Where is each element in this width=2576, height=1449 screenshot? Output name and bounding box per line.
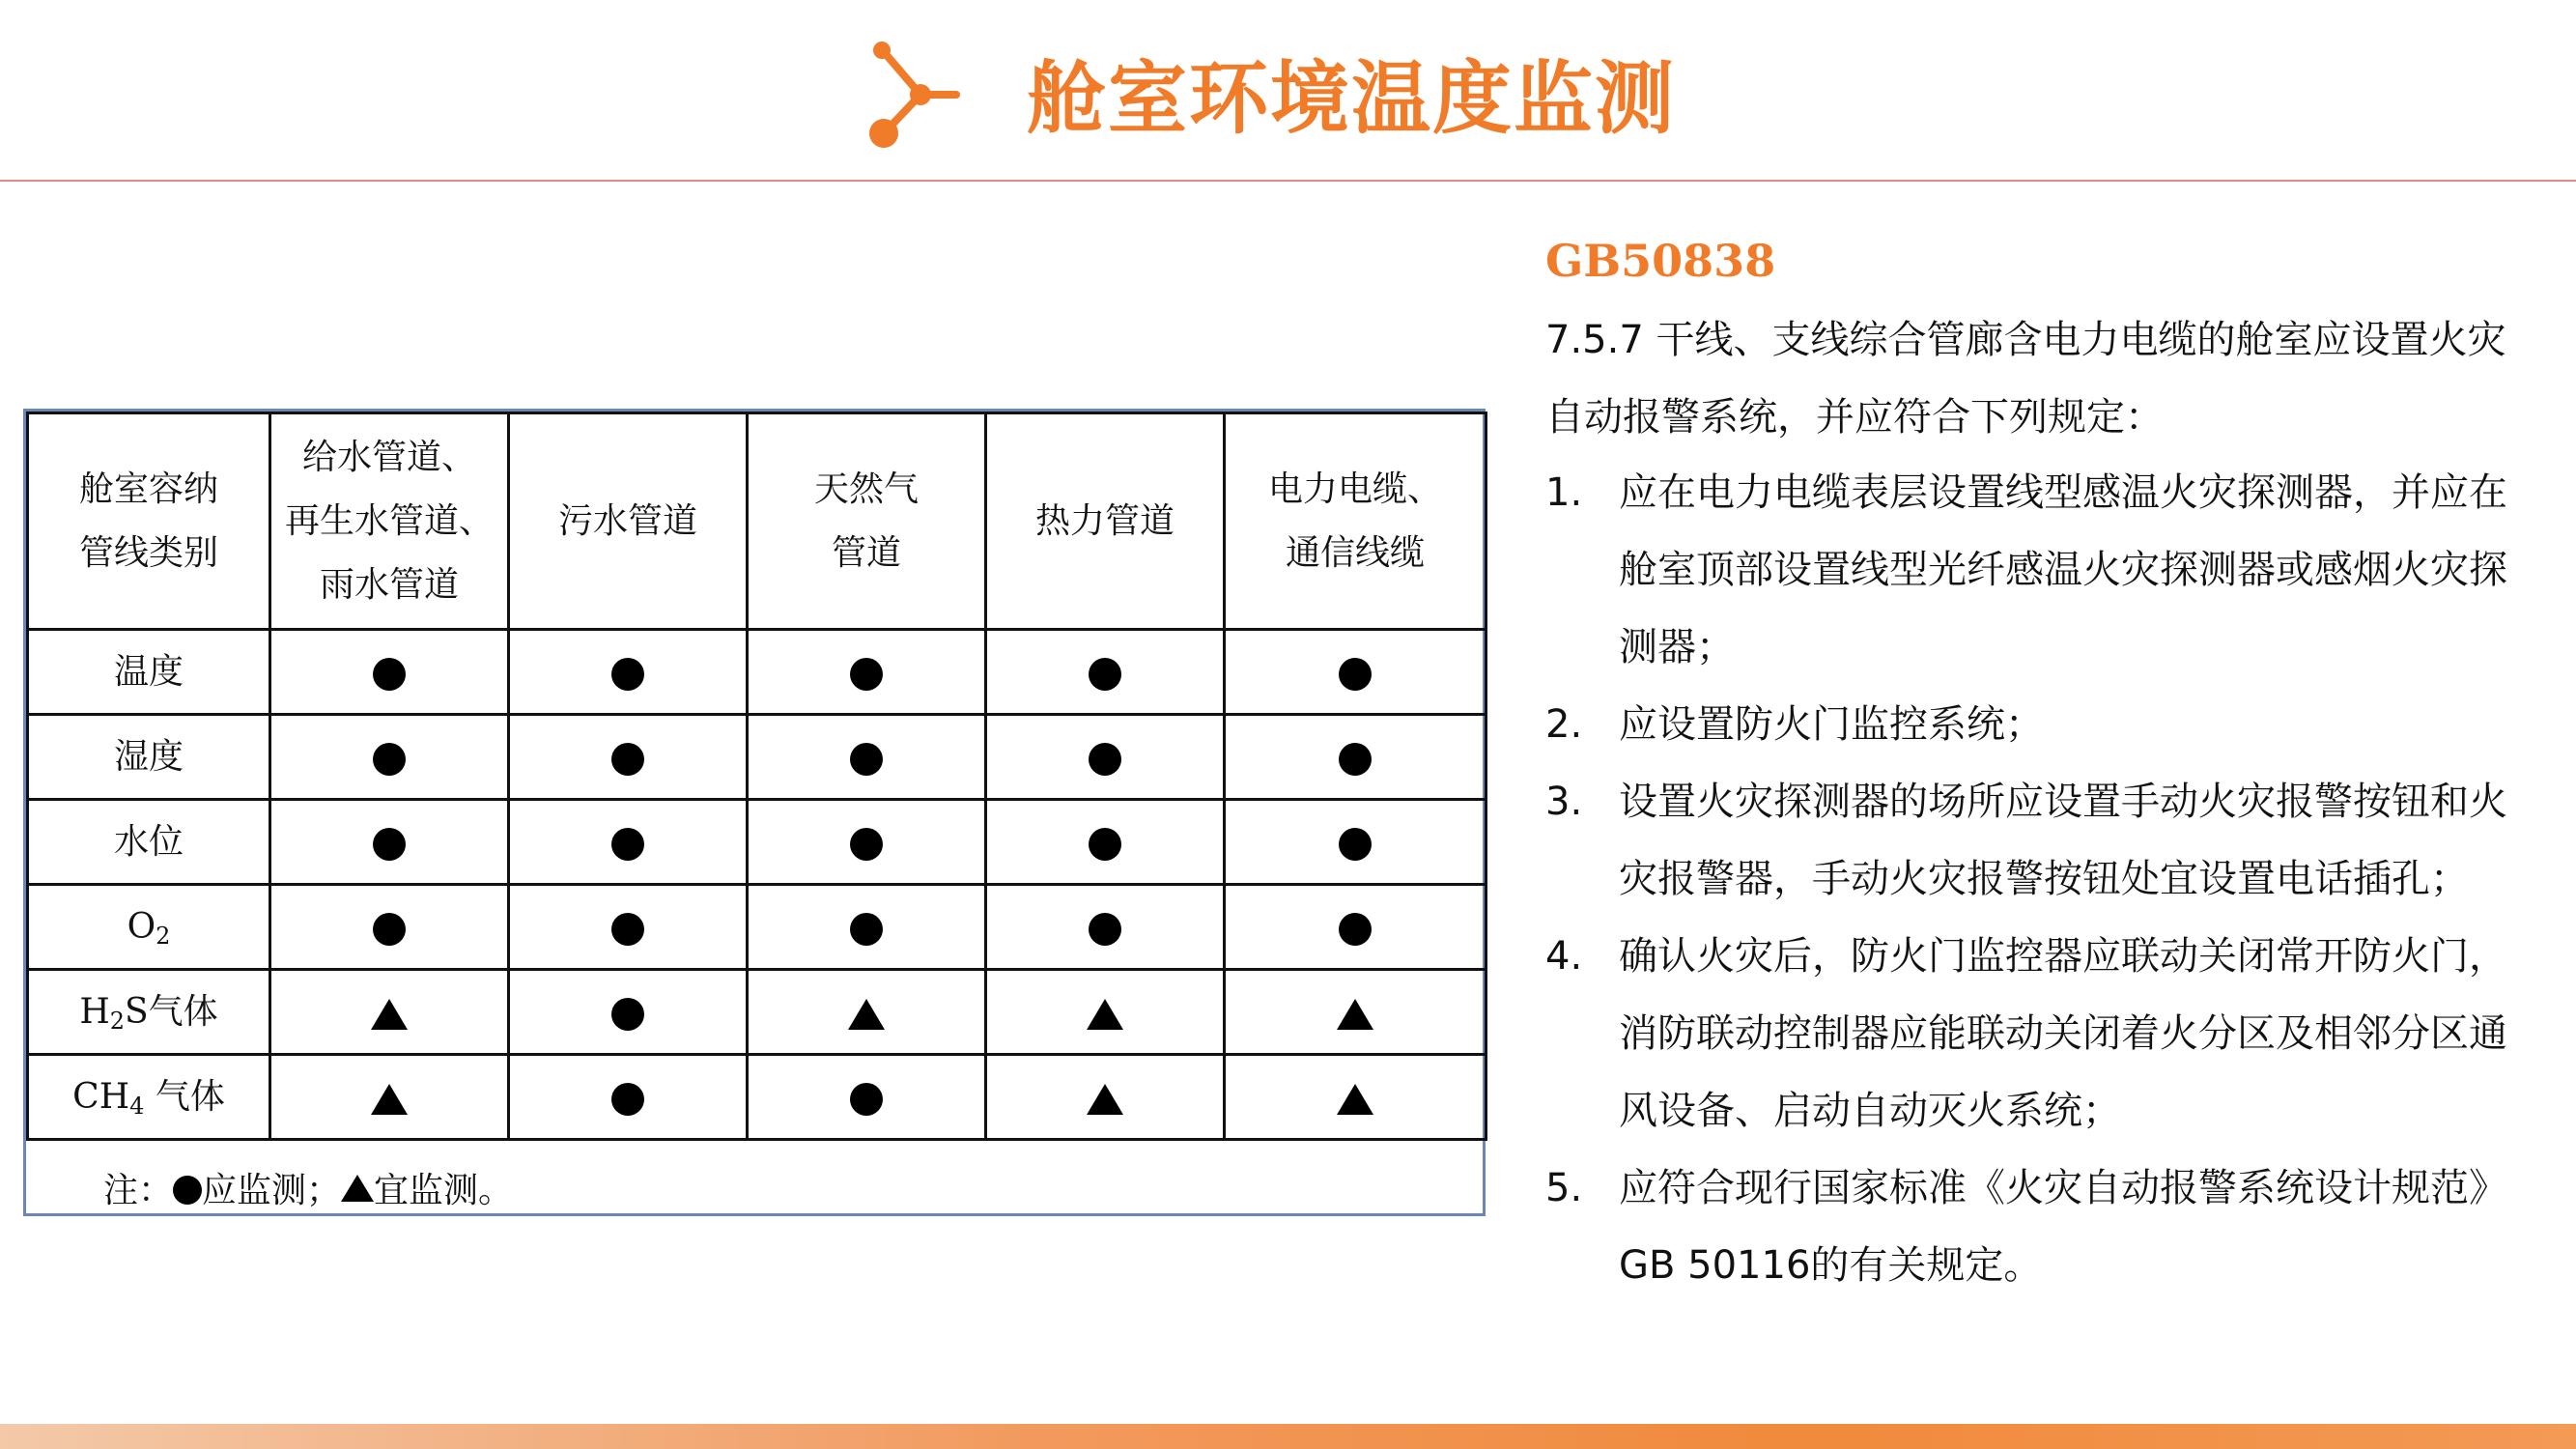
column-header: 天然气 管道 [748,413,986,630]
triangle-mark-icon [1087,1084,1123,1115]
dot-mark-icon [1089,828,1121,861]
list-item [1545,763,2521,918]
dot-mark-icon [373,658,406,691]
list-text: 设置火灾探测器的场所应设置手动火灾报警按钮和火灾报警器，手动火灾报警按钮处宜设置电话插孔； [1619,780,2507,901]
table-cell [1225,1055,1486,1140]
table-cell [986,1055,1225,1140]
list-text: 应在电力电缆表层设置线型感温火灾探测器，并应在舱室顶部设置线型光纤感温火灾探测器或感烟火灾探测器； [1619,470,2507,669]
dot-mark-icon [373,743,406,776]
table-cell [509,800,748,885]
table-header-row [28,413,1486,630]
list-item [1545,918,2521,1150]
dot-mark-icon [373,828,406,861]
footer-bar [0,1424,2576,1449]
table-row [28,715,1486,800]
table-cell [1225,715,1486,800]
table-cell [748,1055,986,1140]
row-label: $O_2$ [28,885,270,970]
dot-mark-icon [611,658,644,691]
standard-intro: 7.5.7 干线、支线综合管廊含电力电缆的舱室应设置火灾自动报警系统，并应符合下列规定： [1545,318,2506,440]
dot-mark-icon [611,743,644,776]
dot-mark-icon [850,743,883,776]
list-item [1545,686,2521,763]
dot-mark-icon [611,828,644,861]
dot-mark-icon [1339,913,1372,946]
dot-mark-icon [611,1083,644,1116]
list-number: 5. [1545,1166,1583,1210]
dot-mark-icon [1089,913,1121,946]
table-cell [986,885,1225,970]
table-cell [509,630,748,715]
table-row [28,800,1486,885]
triangle-mark-icon [1337,999,1373,1030]
dot-legend-icon [173,1176,202,1205]
table-row [28,1055,1486,1140]
list-number: 3. [1545,780,1583,824]
dot-mark-icon [1339,828,1372,861]
table-cell [986,800,1225,885]
triangle-mark-icon [848,999,885,1030]
list-number: 1. [1545,470,1583,515]
table-cell [509,715,748,800]
dot-mark-icon [1339,743,1372,776]
column-header: 热力管道 [986,413,1225,630]
table-cell [270,715,509,800]
table-cell [748,715,986,800]
list-item [1545,454,2521,686]
list-number: 2. [1545,702,1583,747]
table-cell [270,1055,509,1140]
table-cell [509,1055,748,1140]
table-cell [270,885,509,970]
table-cell [509,885,748,970]
list-text: 应符合现行国家标准《火灾自动报警系统设计规范》GB 50116的有关规定。 [1619,1166,2507,1288]
row-label: 湿度 [28,715,270,800]
monitoring-table [26,412,1487,1141]
table-cell [1225,970,1486,1055]
table-cell [986,715,1225,800]
header-divider [0,180,2576,182]
row-label: $CH_4$ 气体 [28,1055,270,1140]
standard-title: GB50838 [1545,235,1776,287]
dot-mark-icon [611,998,644,1031]
page-title: 舱室环境温度监测 [1027,53,1677,145]
table-cell [509,970,748,1055]
dot-mark-icon [1089,743,1121,776]
table-cell [748,970,986,1055]
list-number: 4. [1545,934,1583,979]
table-cell [1225,885,1486,970]
table-cell [748,630,986,715]
row-label: $H_2S$气体 [28,970,270,1055]
dot-mark-icon [373,913,406,946]
table-cell [1225,800,1486,885]
triangle-mark-icon [1087,999,1123,1030]
list-text: 应设置防火门监控系统； [1619,702,2044,747]
table-cell [986,630,1225,715]
table-cell [270,800,509,885]
table-row [28,970,1486,1055]
triangle-mark-icon [371,1084,408,1115]
table-cell [986,970,1225,1055]
dot-mark-icon [850,913,883,946]
dot-mark-icon [850,828,883,861]
list-item [1545,1150,2521,1304]
dot-mark-icon [850,658,883,691]
table-row [28,885,1486,970]
share-nodes-icon [864,39,971,150]
table-cell [748,800,986,885]
table-cell [270,630,509,715]
triangle-mark-icon [371,999,408,1030]
triangle-legend-icon [341,1175,374,1202]
dot-mark-icon [611,913,644,946]
dot-mark-icon [850,1083,883,1116]
table-row [28,630,1486,715]
table-cell [748,885,986,970]
column-header: 电力电缆、 通信线缆 [1225,413,1486,630]
column-header: 污水管道 [509,413,748,630]
row-label: 温度 [28,630,270,715]
table-cell [270,970,509,1055]
table-note: 注： 应监测； 宜监测。 [103,1171,514,1210]
dot-mark-icon [1089,658,1121,691]
monitoring-table-figure [23,409,1486,1216]
rules-list [1545,454,2521,1304]
table-cell [1225,630,1486,715]
triangle-mark-icon [1337,1084,1373,1115]
list-text: 确认火灾后，防火门监控器应联动关闭常开防火门，消防联动控制器应能联动关闭着火分区及相邻分区通风设备、启动自动灭火系统； [1619,934,2507,1133]
corner-header: 舱室容纳 管线类别 [28,413,270,630]
dot-mark-icon [1339,658,1372,691]
row-label: 水位 [28,800,270,885]
column-header: 给水管道、 再生水管道、 雨水管道 [270,413,509,630]
